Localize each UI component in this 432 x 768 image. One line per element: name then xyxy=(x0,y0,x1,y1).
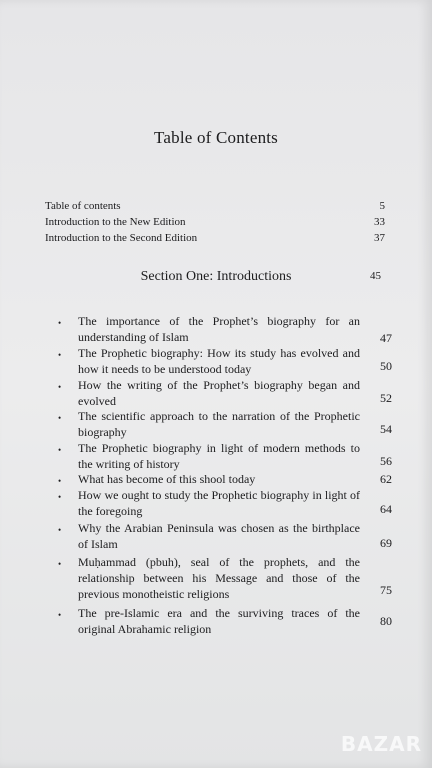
bullet-icon: • xyxy=(58,476,62,486)
front-matter-page: 5 xyxy=(379,200,385,212)
bullet-icon: • xyxy=(58,382,62,392)
bullet-icon: • xyxy=(58,610,62,620)
bullet-icon: • xyxy=(58,318,62,328)
bullet-icon: • xyxy=(58,413,62,423)
front-matter-label: Introduction to the Second Edition xyxy=(45,232,198,244)
toc-entry-page: 50 xyxy=(380,359,392,373)
toc-entry xyxy=(58,554,392,602)
toc-entry-page: 80 xyxy=(380,614,392,628)
toc-entry xyxy=(58,377,392,409)
front-matter-label: Table of contents xyxy=(45,200,121,212)
front-matter-item xyxy=(45,198,385,214)
toc-entry-text: How we ought to study the Prophetic biography in light of the foregoing xyxy=(78,488,360,518)
toc-entry-text: How the writing of the Prophet’s biography began and evolved xyxy=(78,378,360,408)
bullet-icon: • xyxy=(58,492,62,502)
toc-entry-page: 56 xyxy=(380,454,392,468)
toc-entry-page: 47 xyxy=(380,331,392,345)
section-page: 45 xyxy=(370,270,381,282)
toc-entry-page: 69 xyxy=(380,536,392,550)
watermark-logo: BAZAR xyxy=(340,732,422,756)
toc-entry-text: Muḥammad (pbuh), seal of the prophets, and the relationship between his Message and those of the previous monotheistic religions xyxy=(78,555,360,601)
front-matter-page: 37 xyxy=(374,232,385,244)
bullet-icon: • xyxy=(58,350,62,360)
toc-entry-page: 54 xyxy=(380,422,392,436)
toc-entry xyxy=(58,440,392,472)
toc-entry-text: The importance of the Prophet’s biography for an understanding of Islam xyxy=(78,314,360,344)
front-matter-item xyxy=(45,230,385,246)
front-matter-label: Introduction to the New Edition xyxy=(45,216,186,228)
toc-entry xyxy=(58,605,392,637)
front-matter-item xyxy=(45,214,385,230)
bullet-icon: • xyxy=(58,445,62,455)
toc-entry-text: The Prophetic biography: How its study has evolved and how it needs to be understood today xyxy=(78,346,360,376)
toc-entry xyxy=(58,345,392,377)
toc-entry-page: 52 xyxy=(380,391,392,405)
toc-entry-text: Why the Arabian Peninsula was chosen as the birthplace of Islam xyxy=(78,521,360,551)
toc-entry xyxy=(58,408,392,440)
toc-entry-page: 64 xyxy=(380,502,392,516)
page-title: Table of Contents xyxy=(153,128,279,147)
front-matter-page: 33 xyxy=(374,216,385,228)
toc-entry xyxy=(58,313,392,345)
toc-entry-page: 62 xyxy=(380,472,392,486)
toc-entry xyxy=(58,520,392,552)
toc-entry-page: 75 xyxy=(380,583,392,597)
front-matter-list xyxy=(45,198,385,246)
toc-entry xyxy=(58,471,392,487)
section-heading: Section One: Introductions xyxy=(140,269,292,284)
toc-entry-text: The pre-Islamic era and the surviving traces of the original Abrahamic religion xyxy=(78,606,360,636)
toc-entry-text: The scientific approach to the narration of the Prophetic biography xyxy=(78,409,360,439)
toc-entry-text: The Prophetic biography in light of modern methods to the writing of history xyxy=(78,441,360,471)
bullet-icon: • xyxy=(58,525,62,535)
toc-entry-text: What has become of this shool today xyxy=(78,472,256,486)
bullet-icon: • xyxy=(58,559,62,569)
toc-entry xyxy=(58,487,392,519)
